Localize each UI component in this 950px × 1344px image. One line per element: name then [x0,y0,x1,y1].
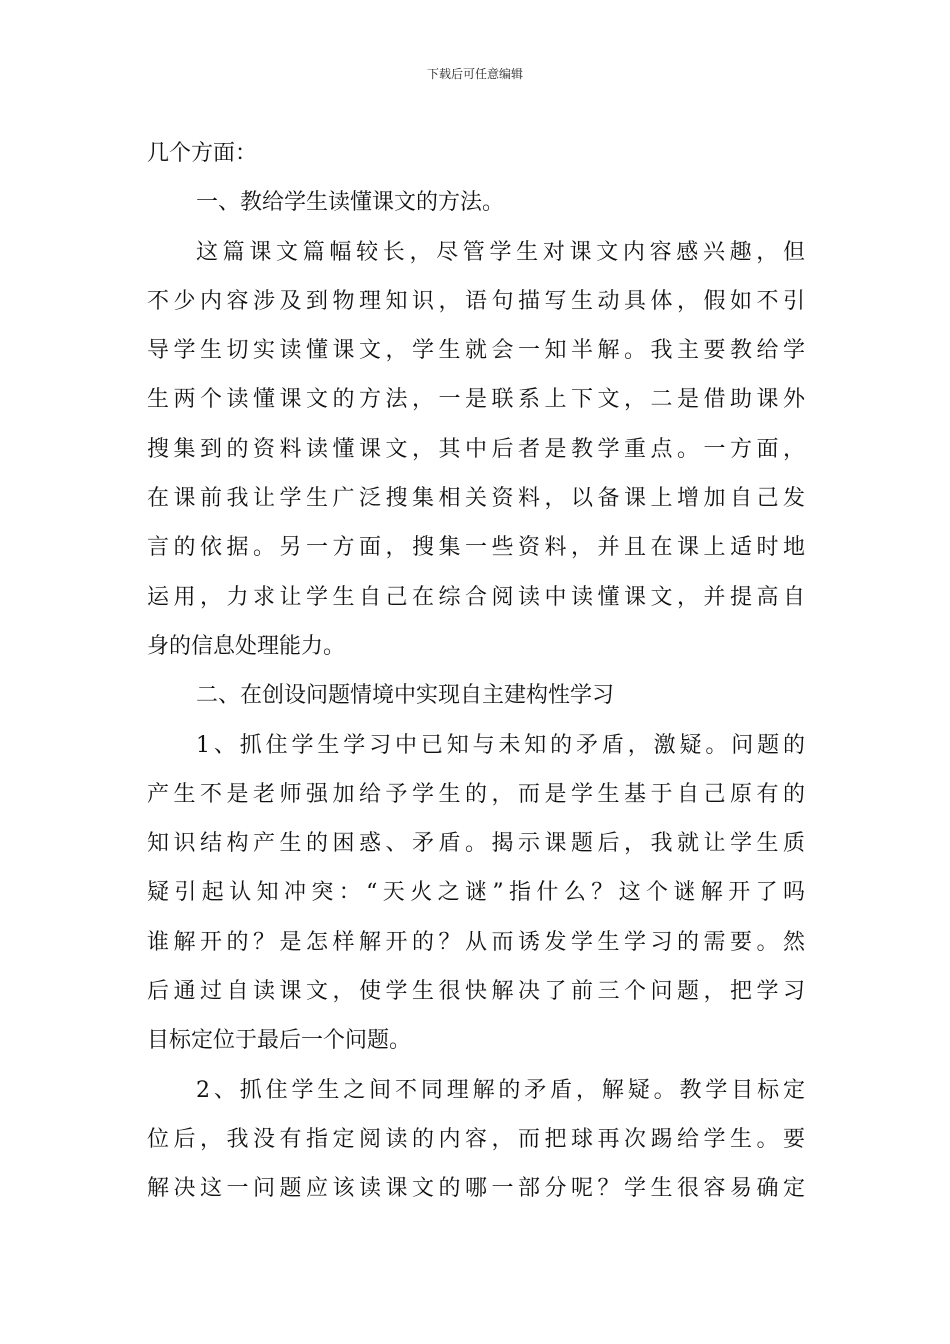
text-line: 言的依据。另一方面，搜集一些资料，并且在课上适时地 [147,535,805,561]
text-line: 目标定位于最后一个问题。 [147,1028,412,1054]
text-line: 在课前我让学生广泛搜集相关资料，以备课上增加自己发 [147,486,805,512]
text-line: 不少内容涉及到物理知识，语句描写生动具体，假如不引 [147,288,805,314]
text-line: 知识结构产生的困惑、矛盾。揭示课题后，我就让学生质 [147,831,805,857]
header-note: 下载后可任意编辑 [426,67,523,81]
text-line: 疑引起认知冲突：“天火之谜”指什么？这个谜解开了吗 [147,880,805,906]
text-line: 搜集到的资料读懂课文，其中后者是教学重点。一方面， [147,436,805,462]
text-line: 几个方面： [147,141,258,166]
text-line: 运用，力求让学生自己在综合阅读中读懂课文，并提高自 [147,584,805,610]
heading-section-two: 二、在创设问题情境中实现自主建构性学习 [196,683,615,709]
text-line: 谁解开的？是怎样解开的？从而诱发学生学习的需要。然 [147,929,805,955]
text-line: 导学生切实读懂课文，学生就会一知半解。我主要教给学 [147,338,805,364]
body-text [147,129,805,1214]
text-line: 位后，我没有指定阅读的内容，而把球再次踢给学生。要 [147,1126,805,1152]
text-line: 身的信息处理能力。 [147,633,346,659]
text-line: 1、抓住学生学习中已知与未知的矛盾，激疑。问题的 [196,732,805,758]
text-line: 这篇课文篇幅较长，尽管学生对课文内容感兴趣，但 [196,239,805,265]
text-line: 产生不是老师强加给予学生的，而是学生基于自己原有的 [147,781,805,807]
text-line: 解决这一问题应该读课文的哪一部分呢？学生很容易确定 [147,1176,805,1202]
heading-section-one: 一、教给学生读懂课文的方法。 [196,190,505,216]
text-line: 2、抓住学生之间不同理解的矛盾，解疑。教学目标定 [196,1077,805,1103]
text-line: 生两个读懂课文的方法，一是联系上下文，二是借助课外 [147,387,805,413]
text-line: 后通过自读课文，使学生很快解决了前三个问题，把学习 [147,979,805,1005]
